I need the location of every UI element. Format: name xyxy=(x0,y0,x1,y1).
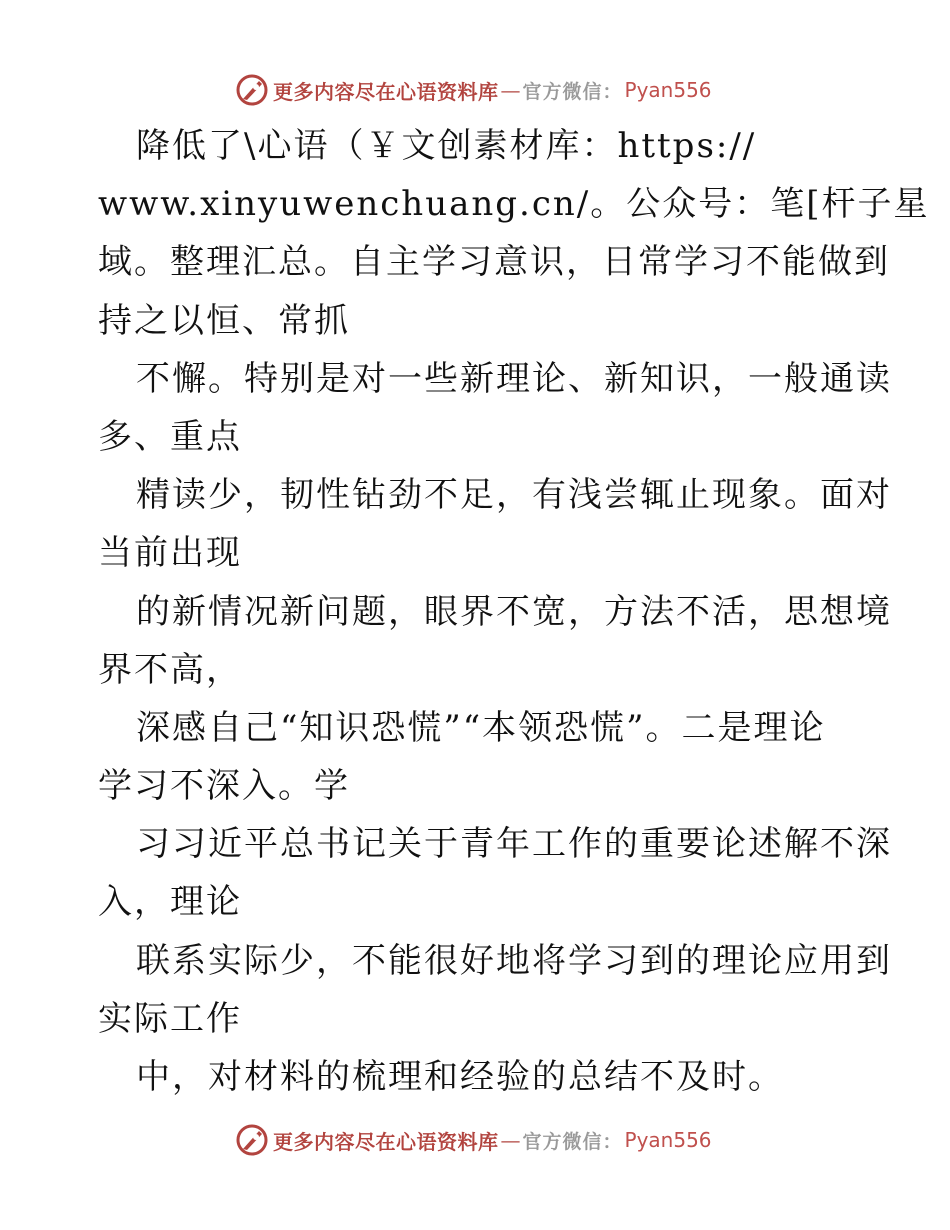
banner-wechat-id: Pyan556 xyxy=(624,1128,712,1152)
banner-site-text: 更多内容尽在心语资料库 xyxy=(273,1129,499,1154)
banner-site-text: 更多内容尽在心语资料库 xyxy=(273,79,499,104)
text-line: 的新情况新问题，眼界不宽，方法不活，思想境 xyxy=(136,591,892,632)
text-line: 联系实际少，不能很好地将学习到的理论应用到 xyxy=(136,940,892,981)
text-line: 学习不深入。学 xyxy=(98,766,350,807)
banner-wechat-label: 官方微信： xyxy=(522,80,623,103)
feather-pen-logo-icon xyxy=(235,73,269,107)
footer-banner xyxy=(235,1120,712,1160)
text-line: 入，理论 xyxy=(98,882,242,923)
text-line: 深感自己“知识恐慌”“本领恐慌”。二是理论 xyxy=(136,707,826,748)
text-line: 多、重点 xyxy=(98,416,242,457)
banner-wechat-label: 官方微信： xyxy=(522,1130,623,1153)
text-line: 不懈。特别是对一些新理论、新知识，一般通读 xyxy=(136,358,892,399)
document-body xyxy=(98,117,930,1106)
header-banner xyxy=(235,70,712,110)
text-line: 实际工作 xyxy=(98,998,242,1039)
text-line: 域。整理汇总。自主学习意识，日常学习不能做到 xyxy=(98,242,890,283)
banner-wechat-id: Pyan556 xyxy=(624,78,712,102)
text-line: 习习近平总书记关于青年工作的重要论述解不深 xyxy=(136,824,892,865)
text-line: 持之以恒、常抓 xyxy=(98,300,350,341)
banner-dash: — xyxy=(500,1128,521,1152)
text-line: 中，对材料的梳理和经验的总结不及时。 xyxy=(136,1057,784,1097)
text-line: www.xinyuwenchuang.cn/。公众号：笔[杆子星 xyxy=(98,184,930,225)
banner-dash: — xyxy=(500,78,521,102)
text-line: 降低了\心语（￥文创素材库：https:// xyxy=(136,126,757,166)
text-line: 界不高， xyxy=(98,649,242,690)
text-line: 当前出现 xyxy=(98,533,242,574)
text-line: 精读少，韧性钻劲不足，有浅尝辄止现象。面对 xyxy=(136,475,892,516)
feather-pen-logo-icon xyxy=(235,1123,269,1157)
